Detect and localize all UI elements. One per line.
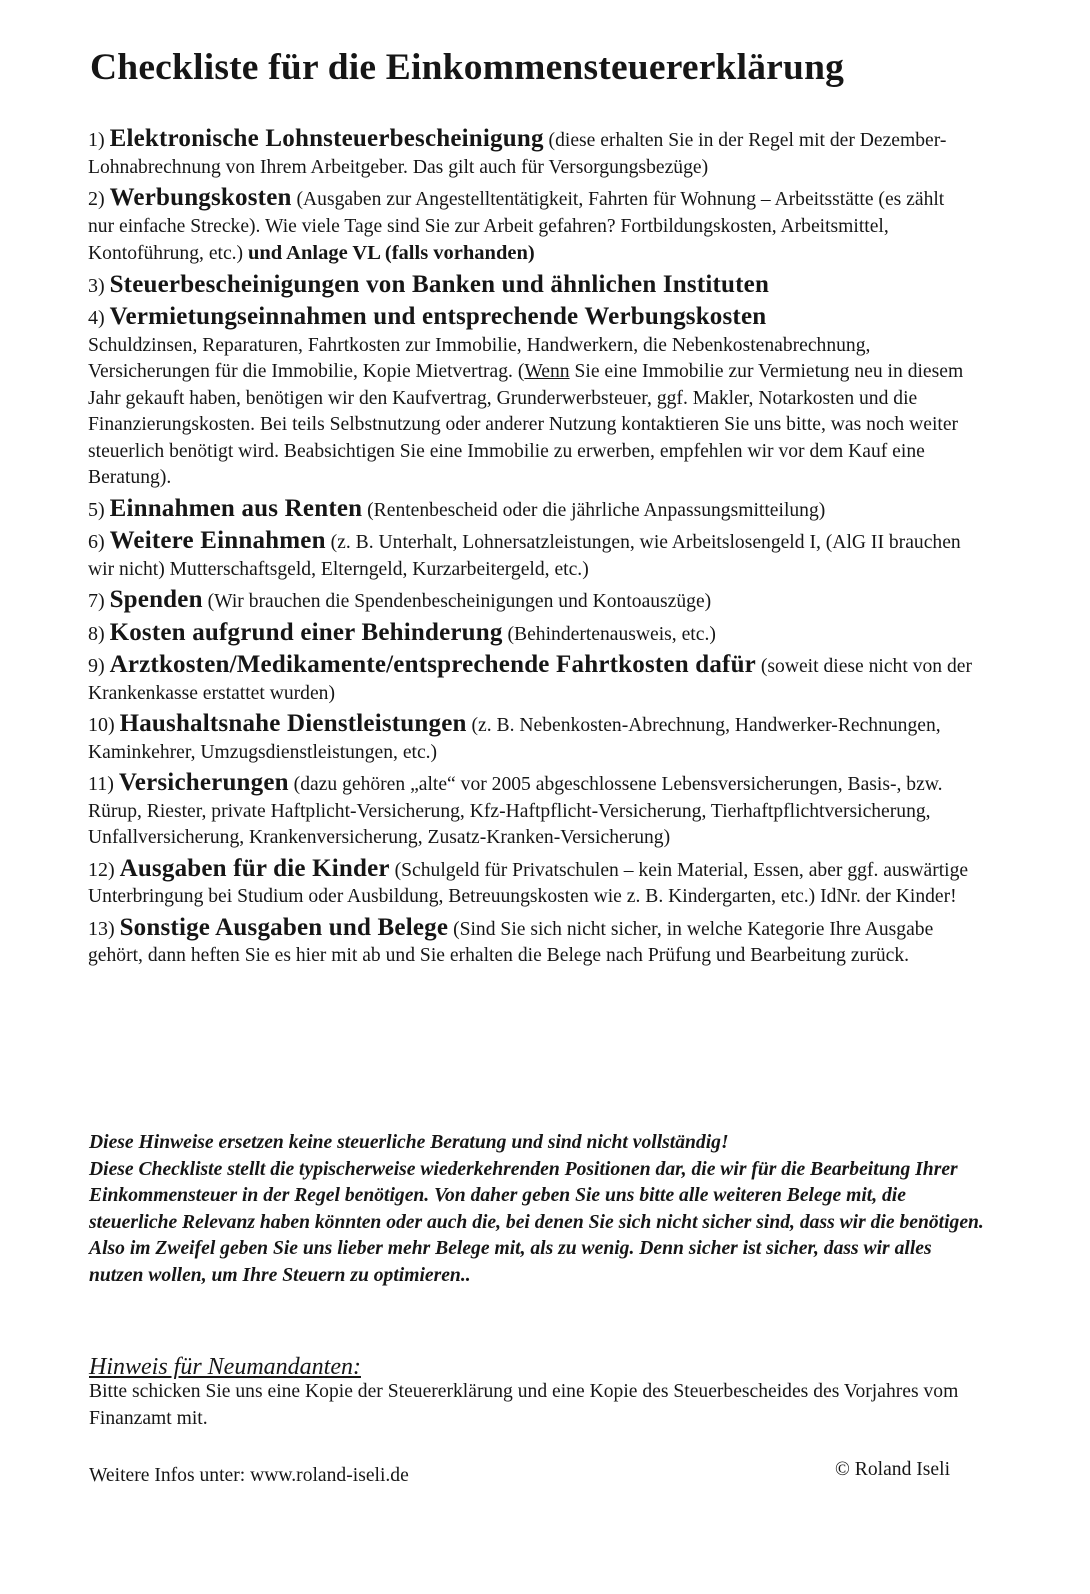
item-text: (diese erhalten Sie in der Regel mit der Dezember-Lohnabrechnung von Ihrem Arbeitgeber. Das gilt auch für Versorgungsbezüge) <box>88 130 947 178</box>
checklist-item-4 <box>88 304 973 492</box>
item-number: 5) <box>88 498 105 521</box>
item-text: (soweit diese nicht von der Krankenkasse erstattet wurden) <box>88 656 973 704</box>
item-number: 2) <box>88 188 105 210</box>
item-text: (z. B. Unterhalt, Lohnersatzleistungen, wie Arbeitslosengeld I, (AlG II brauchen wir nicht) Mutterschaftsgeld, Elterngeld, Kurzarbeitergeld, etc.) <box>88 532 961 580</box>
item-heading: Versicherungen <box>118 769 289 796</box>
item-text: (Wir brauchen die Spendenbescheinigungen und Kontoauszüge) <box>202 591 712 612</box>
checklist-item-3 <box>88 272 973 301</box>
footer-website-info: Weitere Infos unter: www.roland-iseli.de <box>89 1465 409 1486</box>
checklist-item-13 <box>88 915 973 970</box>
checklist-item-8 <box>88 620 973 649</box>
item-heading: Werbungskosten <box>109 184 292 211</box>
item-number: 7) <box>88 590 105 612</box>
checklist-item-1 <box>88 126 973 181</box>
item-number: 12) <box>88 858 115 881</box>
item-heading: Kosten aufgrund einer Behinderung <box>109 618 503 646</box>
item-number: 6) <box>88 531 105 553</box>
item-underlined-word: Wenn <box>524 361 570 382</box>
item-text: (Schulgeld für Privatschulen – kein Material, Essen, aber ggf. auswärtige Unterbringung bei Studium oder Ausbildung, Betreuungskosten wie z. B. Kindergarten, etc.) IdNr. der Kinder! <box>88 859 969 907</box>
item-bold-note: und Anlage VL (falls vorhanden) <box>247 242 535 264</box>
item-heading: Haushaltsnahe Dienstleistungen <box>119 710 467 737</box>
checklist-item-9 <box>88 652 973 707</box>
item-number: 1) <box>88 129 105 151</box>
item-text-continued: Sie eine Immobilie zur Vermietung neu in diesem Jahr gekauft haben, benötigen wir den Kaufvertrag, Grunderwerbsteuer, ggf. Makler, Notarkosten und die Finanzierungskosten. Bei teils Selbstnutzung oder anderer Nutzung kontaktieren Sie uns bitte, was noch weiter steuerlich benötigt wird. Beabsichtigen Sie eine Immobilie zu erwerben, empfehlen wir vor dem Kauf eine Beratung). <box>88 361 964 488</box>
item-text: (dazu gehören „alte“ vor 2005 abgeschlossene Lebensversicherungen, Basis-, bzw. Rürup, Riester, private Haftplicht-Versicherung, Kfz-Haftpflicht-Versicherung, Tierhaftpflichtversicherung, Unfallversicherung, Krankenversicherung, Zusatz-Kranken-Versicherung) <box>88 774 943 848</box>
checklist-item-6 <box>88 528 973 583</box>
item-heading: Einnahmen aus Renten <box>109 494 363 522</box>
item-number: 4) <box>88 307 105 329</box>
item-heading: Weitere Einnahmen <box>109 527 326 554</box>
item-text: (Ausgaben zur Angestelltentätigkeit, Fahrten für Wohnung – Arbeitsstätte (es zählt nur einfache Strecke). Wie viele Tage sind Sie zur Arbeit gefahren? Fortbildungskosten, Arbeitsmittel, Kontoführung, etc.) <box>88 189 945 264</box>
item-number: 10) <box>88 714 115 736</box>
item-heading: Ausgaben für die Kinder <box>119 854 390 882</box>
checklist-item-11 <box>88 770 973 852</box>
new-clients-text: Bitte schicken Sie uns eine Kopie der Steuererklärung und eine Kopie des Steuerbescheides des Vorjahres vom Finanzamt mit. <box>89 1381 959 1429</box>
item-number: 3) <box>88 274 105 297</box>
page-title: Checkliste für die Einkommensteuererklärung <box>90 47 845 88</box>
checklist <box>88 126 973 974</box>
checklist-item-5 <box>88 496 973 525</box>
checklist-item-10 <box>88 711 973 766</box>
disclaimer-line: Diese Hinweise ersetzen keine steuerliche Beratung und sind nicht vollständig! <box>89 1132 729 1153</box>
item-heading: Arztkosten/Medikamente/entsprechende Fahrtkosten dafür <box>109 651 756 678</box>
item-heading: Spenden <box>109 586 203 613</box>
checklist-item-12 <box>88 856 973 911</box>
item-heading: Vermietungseinnahmen und entsprechende Werbungskosten <box>109 303 767 330</box>
checklist-item-2 <box>88 185 973 268</box>
item-heading: Sonstige Ausgaben und Belege <box>119 913 449 941</box>
item-heading: Elektronische Lohnsteuerbescheinigung <box>109 125 544 152</box>
new-clients-heading: Hinweis für Neumandanten: <box>89 1354 361 1380</box>
item-number: 8) <box>88 622 105 645</box>
disclaimer-paragraph: Diese Checkliste stellt die typischerweise wiederkehrenden Positionen dar, die wir für die Bearbeitung Ihrer Einkommensteuer in der Regel benötigen. Von daher geben Sie uns bitte alle weiteren Belege mit, die steuerliche Relevanz haben könnten oder auch die, bei denen Sie sich nicht sicher sind, dass wir die benötigen. Also im Zweifel geben Sie uns lieber mehr Belege mit, als zu wenig. Denn sicher ist sicher, dass wir alles nutzen wollen, um Ihre Steuern zu optimieren.. <box>89 1158 984 1286</box>
item-number: 9) <box>88 655 105 677</box>
checklist-item-7 <box>88 587 973 616</box>
item-text: Schuldzinsen, Reparaturen, Fahrtkosten zur Immobilie, Handwerkern, die Nebenkostenabrechnung, Versicherungen für die Immobilie, Kopie Mietvertrag. ( <box>88 334 871 382</box>
footer-copyright: © Roland Iseli <box>835 1459 951 1480</box>
item-number: 11) <box>88 773 114 795</box>
item-heading: Steuerbescheinigungen von Banken und ähnlichen Instituten <box>109 270 770 298</box>
item-text: (z. B. Nebenkosten-Abrechnung, Handwerker-Rechnungen, Kaminkehrer, Umzugsdienstleistungen, etc.) <box>88 715 941 763</box>
item-text: (Rentenbescheid oder die jährliche Anpassungsmitteilung) <box>362 499 826 521</box>
item-text: (Sind Sie sich nicht sicher, in welche Kategorie Ihre Ausgabe gehört, dann heften Sie es hier mit ab und Sie erhalten die Belege nach Prüfung und Bearbeitung zurück. <box>88 918 934 966</box>
item-number: 13) <box>88 917 115 940</box>
disclaimer <box>89 1130 989 1289</box>
item-text: (Behindertenausweis, etc.) <box>502 623 716 645</box>
